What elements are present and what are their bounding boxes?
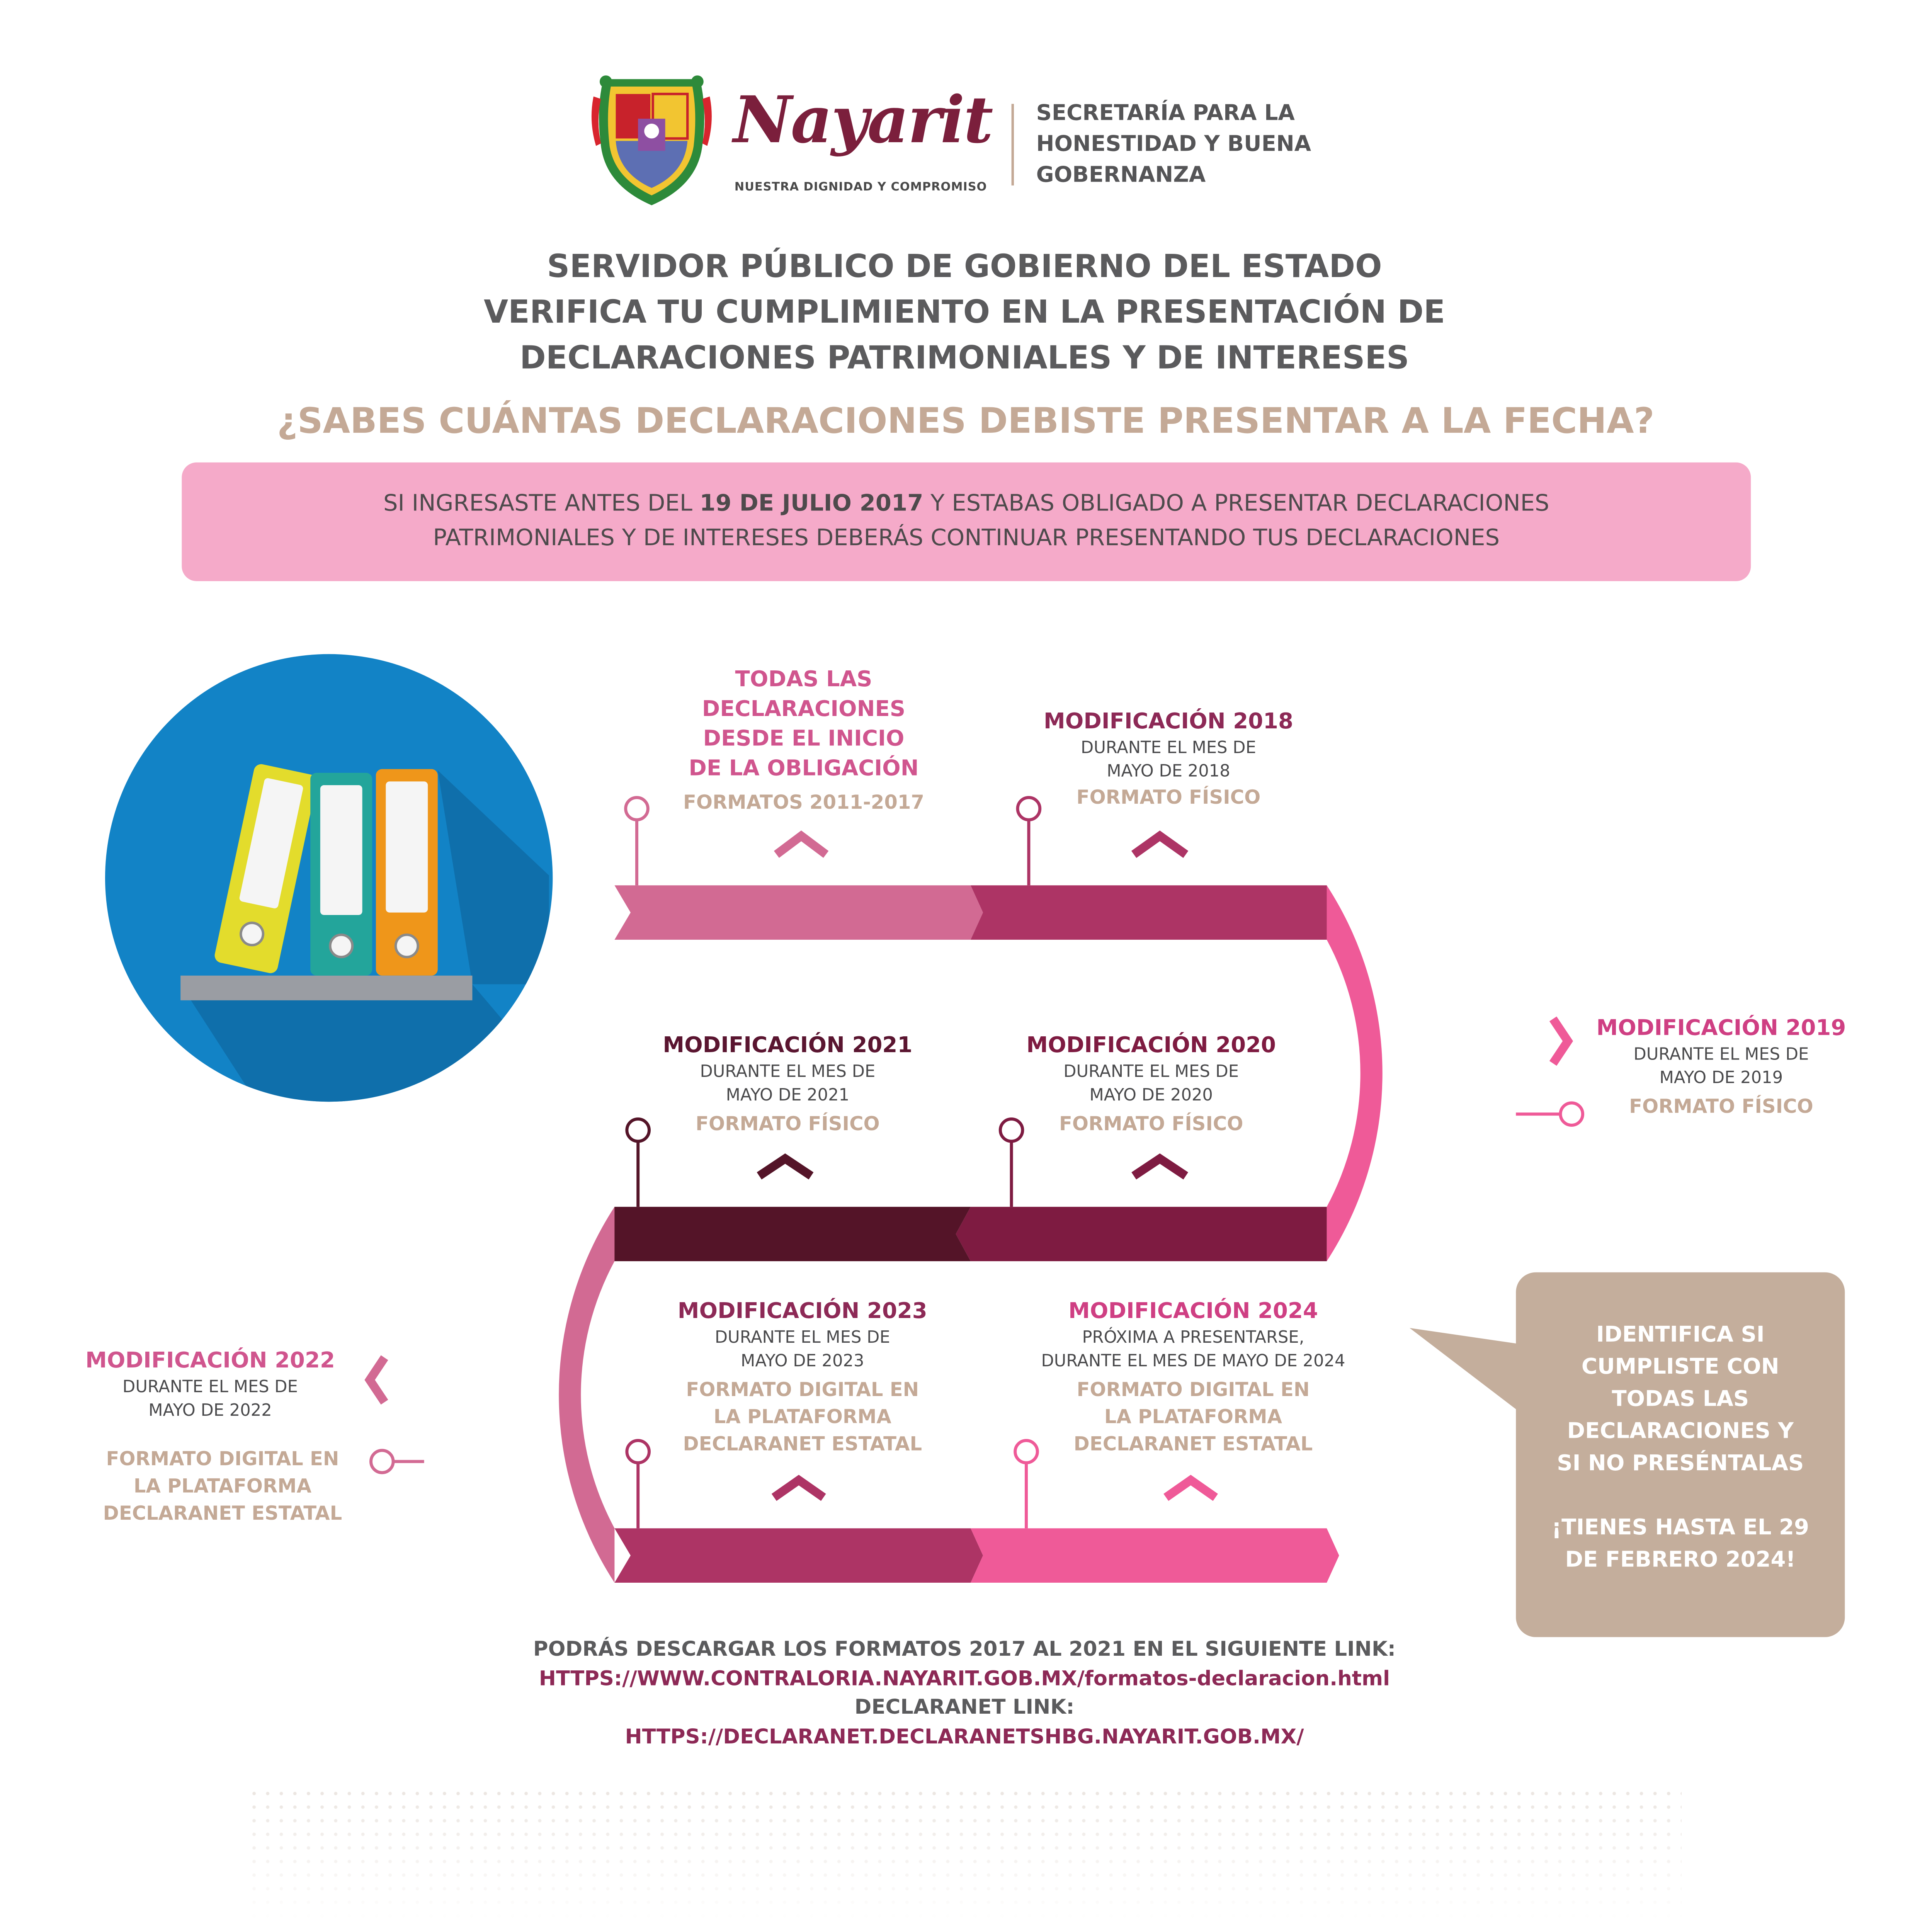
milestone-inicio-format: FORMATOS 2011-2017: [683, 791, 924, 814]
milestone-2018-title: MODIFICACIÓN 2018: [1044, 709, 1293, 735]
milestone-2021-title: MODIFICACIÓN 2021: [663, 1034, 913, 1059]
question-subheading: ¿SABES CUÁNTAS DECLARACIONES DEBISTE PRESENTAR A LA FECHA?: [277, 400, 1655, 442]
callout-message: IDENTIFICA SI CUMPLISTE CON TODAS LAS DECLARACIONES Y SI NO PRESÉNTALAS: [1557, 1323, 1804, 1476]
main-heading: SERVIDOR PÚBLICO DE GOBIERNO DEL ESTADO VERIFICA TU CUMPLIMIENTO EN LA PRESENTACIÓN DE DECLARACIONES PATRIMONIALES Y DE INTERESES: [484, 248, 1445, 377]
notice-line-2: PATRIMONIALES Y DE INTERESES DEBERÁS CONTINUAR PRESENTANDO TUS DECLARACIONES: [433, 526, 1500, 552]
download-text: PODRÁS DESCARGAR LOS FORMATOS 2017 AL 2021 EN EL SIGUIENTE LINK:: [533, 1637, 1396, 1661]
milestone-2019-format: FORMATO FÍSICO: [1629, 1095, 1813, 1118]
milestone-2022-format: FORMATO DIGITAL EN LA PLATAFORMA DECLARANET ESTATAL: [103, 1448, 342, 1525]
milestone-2023: MODIFICACIÓN 2023 DURANTE EL MES DE MAYO DE 2023 FORMATO DIGITAL EN LA PLATAFORMA DECLARANET ESTATAL: [642, 1297, 963, 1458]
declaranet-label: DECLARANET LINK:: [854, 1695, 1075, 1719]
deadline-callout: [1516, 1272, 1845, 1637]
segment-2019-curve: [1327, 885, 1383, 1261]
segment-2020: [956, 1207, 1327, 1261]
segment-2018: [971, 885, 1339, 940]
segment-2023: [614, 1528, 983, 1583]
formats-link[interactable]: HTTPS://WWW.CONTRALORIA.NAYARIT.GOB.MX/formatos-declaracion.html: [539, 1666, 1390, 1690]
milestone-2019: MODIFICACIÓN 2019 DURANTE EL MES DE MAYO DE 2019 FORMATO FÍSICO: [1560, 1014, 1882, 1120]
milestone-2024-title: MODIFICACIÓN 2024: [1068, 1299, 1318, 1325]
declaranet-link[interactable]: HTTPS://DECLARANET.DECLARANETSHBG.NAYARIT.GOB.MX/: [625, 1724, 1304, 1748]
callout-deadline: ¡TIENES HASTA EL 29 DE FEBRERO 2024!: [1551, 1516, 1809, 1573]
milestone-2024-format: FORMATO DIGITAL EN LA PLATAFORMA DECLARANET ESTATAL: [1073, 1379, 1313, 1456]
milestone-2023-title: MODIFICACIÓN 2023: [677, 1299, 927, 1325]
milestone-2024: MODIFICACIÓN 2024 PRÓXIMA A PRESENTARSE, DURANTE EL MES DE MAYO DE 2024 FORMATO DIGITAL EN LA PLATAFORMA DECLARANET ESTATAL: [989, 1297, 1397, 1458]
segment-2024: [971, 1528, 1339, 1583]
decorative-pattern-strip: [247, 1787, 1682, 1923]
milestone-2022-title: MODIFICACIÓN 2022: [85, 1349, 335, 1374]
milestone-2019-title: MODIFICACIÓN 2019: [1596, 1016, 1846, 1041]
segment-2022-curve: [559, 1207, 614, 1583]
milestone-2020: MODIFICACIÓN 2020 DURANTE EL MES DE MAYO DE 2020 FORMATO FÍSICO: [990, 1031, 1312, 1138]
milestone-2020-format: FORMATO FÍSICO: [1059, 1113, 1243, 1135]
milestone-2023-format: FORMATO DIGITAL EN LA PLATAFORMA DECLARANET ESTATAL: [683, 1379, 922, 1456]
department-name: SECRETARÍA PARA LA HONESTIDAD Y BUENA GOBERNANZA: [1036, 101, 1311, 188]
milestone-2018-format: FORMATO FÍSICO: [1076, 786, 1261, 809]
milestone-2022: MODIFICACIÓN 2022 DURANTE EL MES DE MAYO DE 2022: [49, 1347, 371, 1423]
milestone-2021: MODIFICACIÓN 2021 DURANTE EL MES DE MAYO DE 2021 FORMATO FÍSICO: [627, 1031, 948, 1138]
segment-2021: [600, 1207, 971, 1261]
brand-tagline: NUESTRA DIGNIDAD Y COMPROMISO: [734, 180, 987, 194]
milestone-2018: MODIFICACIÓN 2018 DURANTE EL MES DE MAYO DE 2018 FORMATO FÍSICO: [1008, 707, 1329, 811]
milestone-2021-format: FORMATO FÍSICO: [696, 1113, 880, 1135]
brand-wordmark: Nayarit: [733, 83, 992, 158]
milestone-inicio-title: TODAS LAS DECLARACIONES DESDE EL INICIO DE LA OBLIGACIÓN: [689, 668, 919, 782]
milestone-2020-title: MODIFICACIÓN 2020: [1026, 1034, 1276, 1059]
milestone-inicio: [643, 665, 964, 816]
notice-line-1: SI INGRESASTE ANTES DEL 19 DE JULIO 2017 Y ESTABAS OBLIGADO A PRESENTAR DECLARACIONES: [383, 491, 1549, 517]
footer-links: [223, 1634, 1706, 1751]
notice-date: 19 DE JULIO 2017: [699, 491, 923, 517]
segment-inicio: [614, 885, 983, 940]
